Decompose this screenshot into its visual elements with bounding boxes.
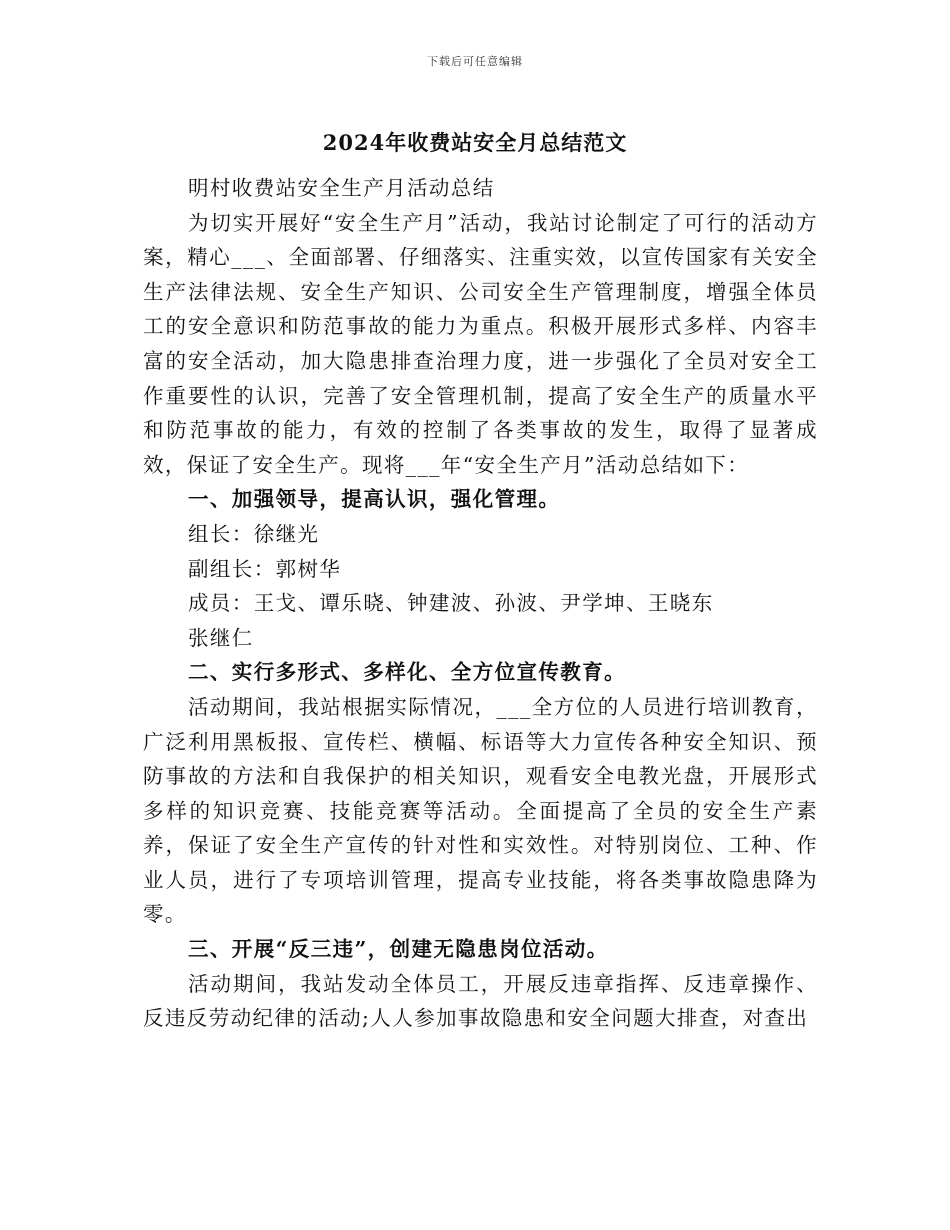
section-heading-2: 二、实行多形式、多样化、全方位宣传教育。 [188,660,626,685]
members-line: 成员：王戈、谭乐晓、钟建波、孙波、尹学坤、王晓东 [188,591,714,616]
leader-line: 组长：徐继光 [188,521,320,546]
subtitle-paragraph: 明村收费站安全生产月活动总结 [188,176,495,200]
deputy-leader-line: 副组长：郭树华 [188,556,342,581]
section-3-paragraph: 活动期间，我站发动全体员工，开展反违章指挥、反违章操作、反违反劳动纪律的活动;人人参加事故隐患和安全问题大排查，对查出 [143,971,818,1031]
section-heading-3: 三、开展“反三违”，创建无隐患岗位活动。 [188,937,609,962]
header-note: 下载后可任意编辑 [427,55,523,68]
members-continued-line: 张继仁 [188,625,254,650]
intro-paragraph: 为切实开展好“安全生产月”活动，我站讨论制定了可行的活动方案，精心___、全面部署、仔细落实、注重实效，以宣传国家有关安全生产法律法规、安全生产知识、公司安全生产管理制度，增强全体员工的安全意识和防范事故的能力为重点。积极开展形式多样、内容丰富的安全活动，加大隐患排查治理力度，进一步强化了全员对安全工作重要性的认识，完善了安全管理机制，提高了安全生产的质量水平和防范事故的能力，有效的控制了各类事故的发生，取得了显著成效，保证了安全生产。现将___年“安全生产月”活动总结如下： [143,210,818,477]
document-title: 2024年收费站安全月总结范文 [322,130,628,155]
document-body [143,171,818,1036]
section-heading-1: 一、加强领导，提高认识，强化管理。 [188,487,561,512]
section-2-paragraph: 活动期间，我站根据实际情况，___全方位的人员进行培训教育，广泛利用黑板报、宣传栏、横幅、标语等大力宣传各种安全知识、预防事故的方法和自我保护的相关知识，观看安全电教光盘，开展形式多样的知识竞赛、技能竞赛等活动。全面提高了全员的安全生产素养，保证了安全生产宣传的针对性和实效性。对特别岗位、工种、作业人员，进行了专项培训管理，提高专业技能，将各类事故隐患降为零。 [143,694,818,927]
